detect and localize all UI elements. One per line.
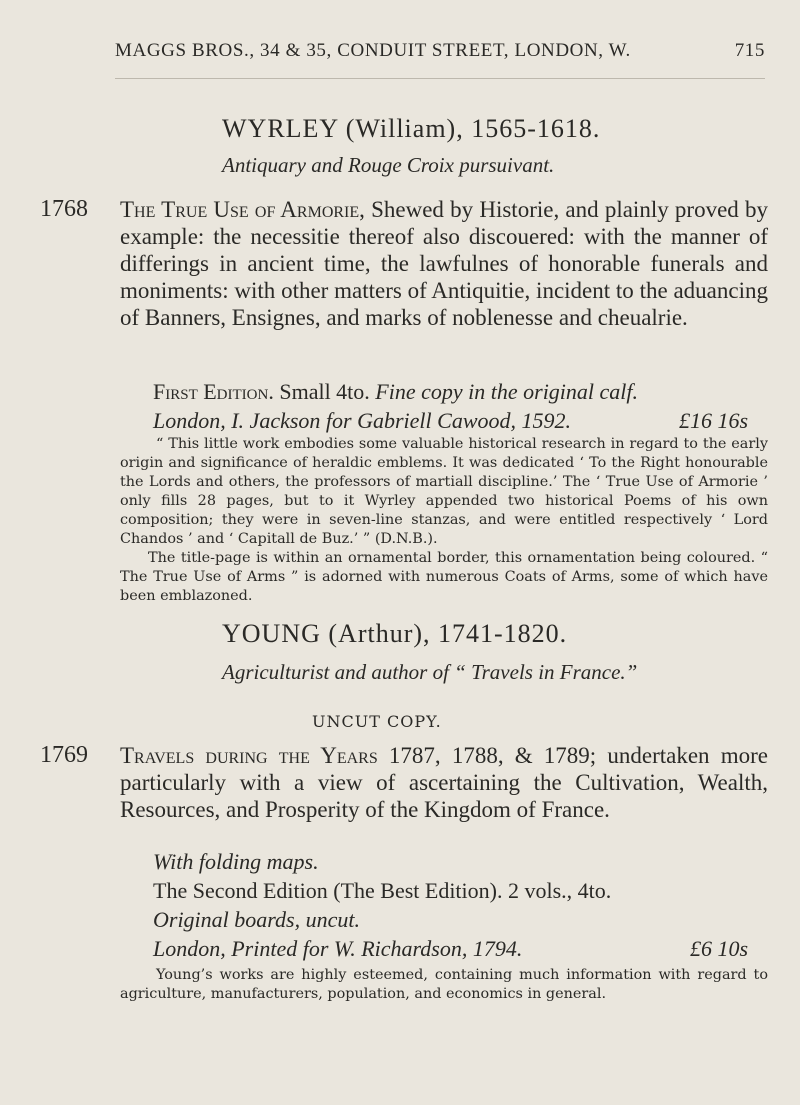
book-title [120, 196, 768, 331]
folding-maps: With folding maps. [153, 849, 319, 874]
header-rule [115, 78, 765, 79]
price: £6 10s [689, 936, 748, 961]
condition-heading: UNCUT COPY. [312, 712, 442, 731]
title-lead: Travels during the Years [120, 743, 378, 768]
lot-note [120, 966, 768, 1004]
price: £16 16s [678, 408, 748, 433]
lot-number: 1769 [40, 742, 88, 768]
edition-line [153, 377, 768, 406]
edition-line: The Second Edition (The Best Edition). 2 vols., 4to. [153, 878, 612, 903]
binding: Fine copy in the original calf. [369, 379, 639, 404]
binding: Original boards, uncut. [153, 907, 360, 932]
note-paragraph: The title-page is within an ornamental border, this ornamentation being coloured. “ The True Use of Arms ” is adorned with numerous Coats of Arms, some of which have been emblazoned. [120, 550, 768, 604]
imprint: London, I. Jackson for Gabriell Cawood, 1592. [153, 408, 571, 433]
page-number: 715 [734, 40, 765, 61]
title-lead: The True Use of Armorie, [120, 197, 365, 222]
book-title [120, 742, 768, 823]
author-description: Agriculturist and author of “ Travels in France.” [222, 660, 638, 684]
edition-details [153, 847, 768, 963]
running-head [115, 40, 765, 62]
imprint-line [153, 406, 768, 435]
author-description: Antiquary and Rouge Croix pursuivant. [222, 153, 555, 177]
imprint: London, Printed for W. Richardson, 1794. [153, 936, 523, 961]
edition-details [153, 377, 768, 435]
title-text: 1787, 1788, & 1789; undertaken more particularly with a view of ascertaining the Cultivation, Wealth, Resources, and Prosperity of the Kingdom of France. [120, 743, 768, 822]
format: Small 4to. [273, 379, 370, 404]
title-text: Shewed by Historie, and plainly proved by example: the necessitie thereof also discouered: with the manner of differings in ancient time, the lawfulnes of honorable funerals and moniments: with other matters of Antiquitie, incident to the aduancing of Banners, Ensignes, and marks of noblenesse and cheualrie. [120, 197, 768, 330]
edition-label: First Edition. [153, 379, 274, 404]
note-paragraph: Young’s works are highly esteemed, containing much information with regard to agriculture, manufacturers, population, and economics in general. [120, 967, 768, 1002]
lot-number: 1768 [40, 196, 88, 222]
author-heading: WYRLEY (William), 1565-1618. [222, 114, 601, 143]
note-paragraph: “ This little work embodies some valuable historical research in regard to the early origin and significance of heraldic emblems. It was dedicated ‘ To the Right honourable the Lords and others, the professors of martiall discipline.’ The ‘ True Use of Armorie ’ only fills 28 pages, but to it Wyrley appended two historical Poems of his own composition; they were in seven-line stanzas, and were entitled respectively ‘ Lord Chandos ’ and ‘ Capitall de Buz.’ ” (D.N.B.). [120, 436, 768, 547]
author-heading: YOUNG (Arthur), 1741-1820. [222, 619, 568, 648]
publisher-address: MAGGS BROS., 34 & 35, CONDUIT STREET, LONDON, W. [115, 40, 631, 61]
lot-note [120, 435, 768, 606]
imprint-line [153, 934, 768, 963]
